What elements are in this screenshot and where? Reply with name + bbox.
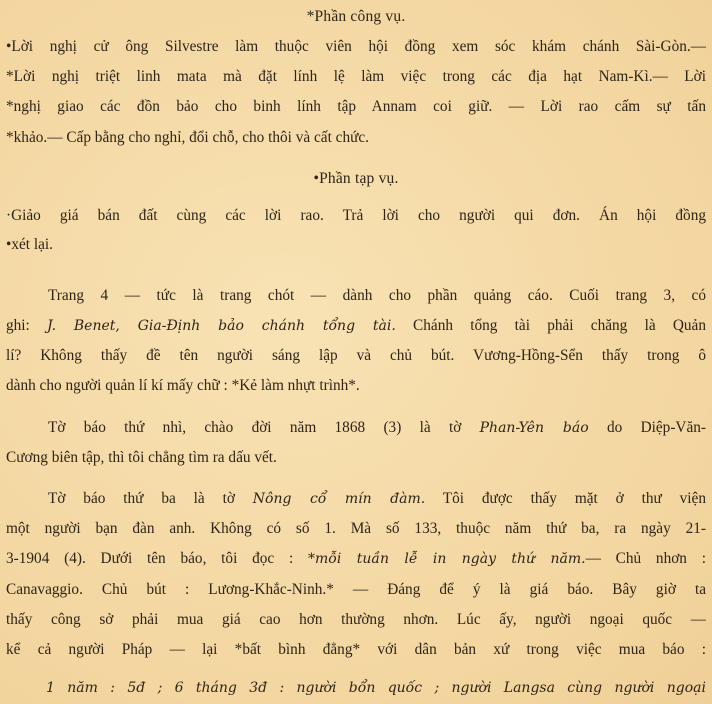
- italic-title: J. Benet, Gia-Định bảo chánh tổng tài.: [47, 318, 396, 334]
- text-line: *khảo.— Cấp bằng cho nghỉ, đổi chỗ, cho thôi và cất chức.: [6, 129, 370, 146]
- text-run: — Chủ nhơn :: [585, 550, 706, 567]
- section-heading-tap-vu: •Phần tạp vụ.: [313, 170, 399, 187]
- text-line: •Lời nghị cử ông Silvestre làm thuộc viên hội đồng xem sóc khám chánh Sài-Gòn.—: [6, 38, 706, 55]
- paragraph-line: Trang 4 — tức là trang chót — dành cho phần quảng cáo. Cuối trang 3, có: [48, 287, 706, 304]
- paragraph-line: [6, 316, 706, 336]
- paragraph-line: [48, 489, 706, 509]
- text-run: do Diệp-Văn-: [588, 419, 706, 436]
- italic-title: Phan-Yên báo: [479, 420, 589, 436]
- text-line: *nghị giao các đồn bảo cho binh lính tập Annam coi giữ. — Lời rao cấm sự tấn: [6, 98, 706, 115]
- text-run: 3-1904 (4). Dưới tên báo, tôi đọc :: [6, 550, 308, 567]
- paragraph-line: [48, 418, 706, 438]
- text-run: Tôi được thấy mặt ở thư viện: [425, 490, 706, 507]
- paragraph-line-italic: 1 năm : 5đ ; 6 tháng 3đ : người bổn quốc ; người Langsa cùng người ngoại: [46, 680, 706, 696]
- text-line: •xét lại.: [6, 236, 53, 253]
- text-run: Tờ báo thứ nhì, chào đời năm 1868 (3) là tờ: [48, 419, 480, 436]
- italic-quote: *mỗi tuần lễ in ngày thứ năm.: [308, 551, 586, 567]
- paragraph-line: [6, 549, 706, 569]
- text-line: ·Giảo giá bán đất cùng các lời rao. Trả lời cho người qui đơn. Án hội đồng: [6, 207, 706, 224]
- paragraph-line: thấy công sở phải mua giá cao hơn thường nhơn. Lúc ấy, người ngoại quốc —: [6, 611, 706, 628]
- text-run: Tờ báo thứ ba là tờ: [48, 490, 253, 507]
- section-heading-cong-vu: *Phần công vụ.: [306, 8, 406, 25]
- paragraph-line: kể cả người Pháp — lại *bất bình đẳng* với dân bản xứ trong việc mua báo :: [6, 641, 706, 658]
- text-line: *Lời nghị triệt linh mata mà đặt lính lệ làm việc trong các địa hạt Nam-Kì.— Lời: [6, 68, 706, 85]
- italic-title: Nông cổ mín đàm.: [252, 491, 426, 507]
- paragraph-line: dành cho người quản lí kí mấy chữ : *Kẻ làm nhựt trình*.: [6, 377, 360, 394]
- paragraph-line: lí? Không thấy đề tên người sáng lập và chủ bút. Vương-Hồng-Sển thấy trong ô: [6, 347, 706, 364]
- paragraph-line: một người bạn đàn anh. Không có số 1. Mà số 133, thuộc năm thứ ba, ra ngày 21-: [6, 520, 706, 537]
- text-run: Chánh tổng tài phải chăng là Quản: [395, 317, 706, 334]
- text-run: ghi:: [6, 317, 48, 334]
- paragraph-line: Canavaggio. Chủ bút : Lương-Khắc-Ninh.* — Đáng để ý là giá báo. Bây giờ ta: [6, 581, 706, 598]
- paragraph-line: Cương biên tập, thì tôi chẳng tìm ra dấu vết.: [6, 449, 277, 466]
